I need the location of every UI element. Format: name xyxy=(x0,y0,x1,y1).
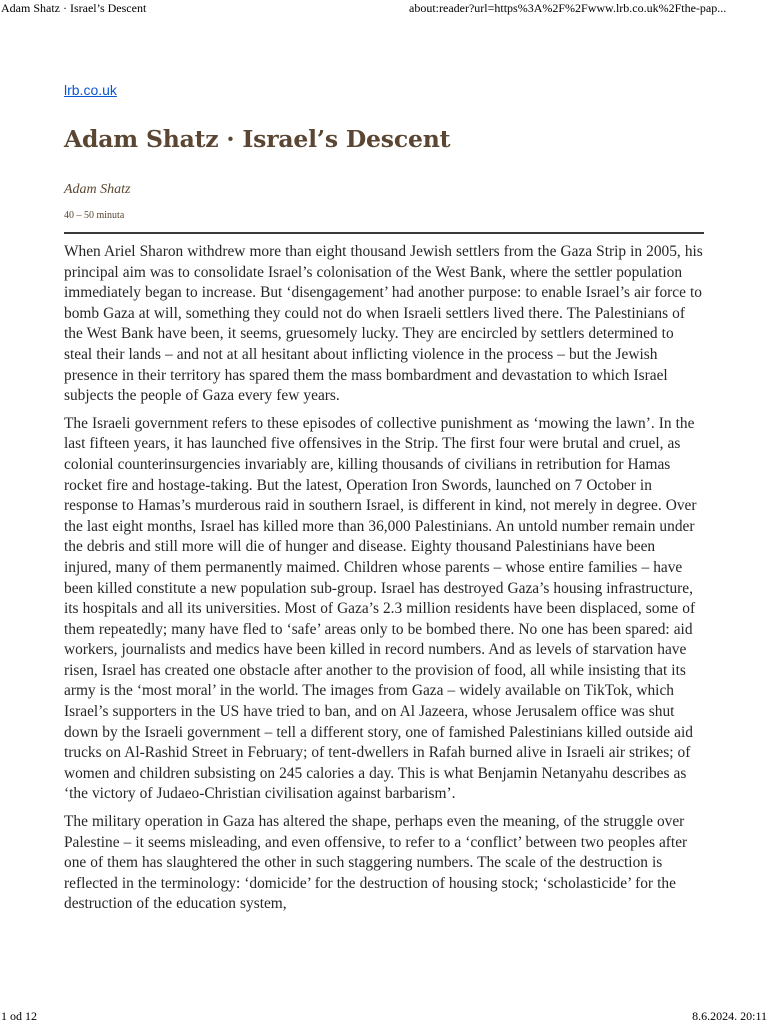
print-header-url: about:reader?url=https%3A%2F%2Fwww.lrb.co.uk%2Fthe-pap... xyxy=(409,1,727,15)
reader-view xyxy=(64,80,704,922)
article-paragraph: The military operation in Gaza has altered the shape, perhaps even the meaning, of the struggle over Palestine – it seems misleading, and even offensive, to refer to a ‘conflict’ between two peoples after one of them has slaughtered the other in such staggering numbers. The scale of the destruction is reflected in the terminology: ‘domicide’ for the destruction of housing stock; ‘scholasticide’ for the destruction of the education system, xyxy=(64,813,688,913)
print-header xyxy=(0,0,768,16)
source-domain-link[interactable]: lrb.co.uk xyxy=(64,82,117,98)
article-paragraph: When Ariel Sharon withdrew more than eight thousand Jewish settlers from the Gaza Strip in 2005, his principal aim was to consolidate Israel’s colonisation of the West Bank, where the settler population immediately began to increase. But ‘disengagement’ had another purpose: to enable Israel’s air force to bomb Gaza at will, something they could not do when Israeli settlers lived there. The Palestinians of the West Bank have been, it seems, gruesomely lucky. They are encircled by settlers determined to steal their lands – and not at all hesitant about inflicting violence in the process – but the Jewish presence in their territory has spared them the mass bombardment and devastation to which Israel subjects the people of Gaza every few years. xyxy=(64,243,703,405)
page-counter: 1 od 12 xyxy=(1,1009,37,1023)
article-byline: Adam Shatz xyxy=(64,182,131,197)
print-header-title: Adam Shatz · Israel’s Descent xyxy=(1,1,147,15)
print-footer xyxy=(0,1008,768,1024)
print-datetime: 8.6.2024. 20:11 xyxy=(692,1009,767,1023)
article-paragraph: The Israeli government refers to these episodes of collective punishment as ‘mowing the lawn’. In the last fifteen years, it has launched five offensives in the Strip. The first four were brutal and cruel, as colonial counterinsurgencies invariably are, killing thousands of civilians in retribution for Hamas rocket fire and hostage-taking. But the latest, Operation Iron Swords, launched on 7 October in response to Hamas’s murderous raid in southern Israel, is different in kind, not merely in degree. Over the last eight months, Israel has killed more than 36,000 Palestinians. An untold number remain under the debris and still more will die of hunger and disease. Eighty thousand Palestinians have been injured, many of them permanently maimed. Children whose parents – whose entire families – have been killed constitute a new population sub-group. Israel has destroyed Gaza’s housing infrastructure, its hospitals and all its universities. Most of Gaza’s 2.3 million residents have been displaced, some of them repeatedly; many have fled to ‘safe’ areas only to be bombed there. No one has been spared: aid workers, journalists and medics have been killed in record numbers. And as levels of starvation have risen, Israel has created one obstacle after another to the provision of food, all while insisting that its army is the ‘most moral’ in the world. The images from Gaza – widely available on TikTok, which Israel’s supporters in the US have tried to ban, and on Al Jazeera, whose Jerusalem office was shut down by the Israeli government – tell a different story, one of famished Palestinians killed outside aid trucks on Al-Rashid Street in February; of tent-dwellers in Rafah burned alive in Israeli air strikes; of women and children subsisting on 245 calories a day. This is what Benjamin Netanyahu describes as ‘the victory of Judaeo-Christian civilisation against barbarism’. xyxy=(64,414,697,803)
article-title: Adam Shatz · Israel’s Descent xyxy=(64,125,451,153)
header-divider xyxy=(64,232,704,234)
article-content xyxy=(64,242,704,915)
reading-time: 40 – 50 minuta xyxy=(64,210,125,221)
